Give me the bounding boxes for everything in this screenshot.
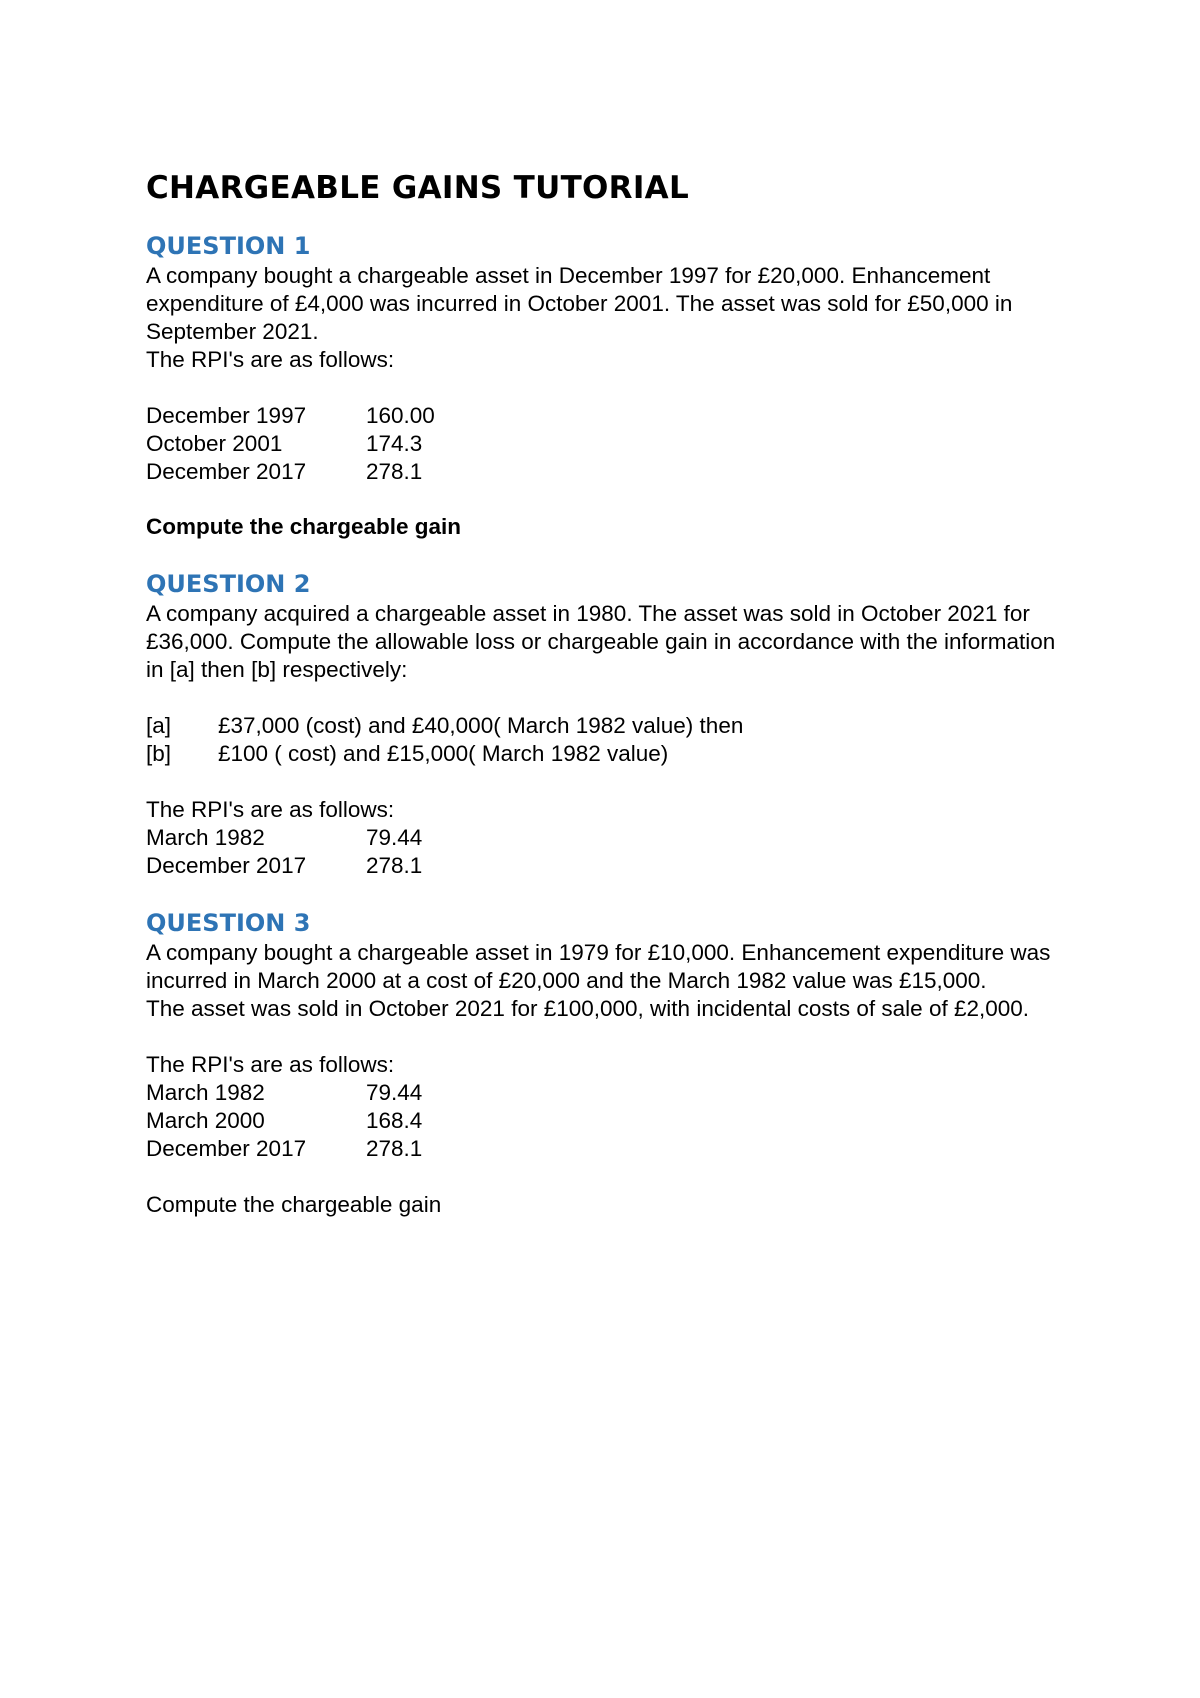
option-text: £100 ( cost) and £15,000( March 1982 value) [218,741,669,766]
rpi-row [146,824,1076,852]
rpi-row [146,1079,1076,1107]
rpi-period: December 1997 [146,403,307,428]
rpi-period: December 2017 [146,853,307,878]
document-page [146,166,1076,1219]
question-1-instruction: Compute the chargeable gain [146,514,462,539]
question-3-sale-text: The asset was sold in October 2021 for £100,000, with incidental costs of sale of £2,000. [146,996,1030,1021]
option-label: [b] [146,741,172,766]
question-2-text: A company acquired a chargeable asset in 1980. The asset was sold in October 2021 for £36,000. Compute the allowable loss or chargeable gain in accordance with the information in [a] then [b] respectively: [146,601,1056,682]
rpi-value: 160.00 [366,403,435,428]
rpi-period: December 2017 [146,459,307,484]
question-2 [146,568,1076,880]
question-3-text: A company bought a chargeable asset in 1979 for £10,000. Enhancement expenditure was incurred in March 2000 at a cost of £20,000 and the March 1982 value was £15,000. [146,940,1051,993]
rpi-row [146,458,1076,486]
rpi-period: October 2001 [146,431,283,456]
question-2-rpi-intro: The RPI's are as follows: [146,797,395,822]
rpi-value: 278.1 [366,459,423,484]
rpi-period: March 2000 [146,1108,265,1133]
page-title: CHARGEABLE GAINS TUTORIAL [146,170,690,206]
question-2-heading: QUESTION 2 [146,570,311,598]
question-3 [146,907,1076,1219]
question-1-heading: QUESTION 1 [146,232,311,260]
rpi-value: 79.44 [366,1080,423,1105]
option-row [146,740,1076,768]
rpi-value: 79.44 [366,825,423,850]
rpi-period: March 1982 [146,1080,265,1105]
rpi-row [146,430,1076,458]
rpi-row [146,852,1076,880]
question-3-instruction: Compute the chargeable gain [146,1192,442,1217]
rpi-period: December 2017 [146,1136,307,1161]
rpi-row [146,1135,1076,1163]
rpi-period: March 1982 [146,825,265,850]
rpi-value: 168.4 [366,1108,423,1133]
rpi-value: 278.1 [366,853,423,878]
question-3-rpi-intro: The RPI's are as follows: [146,1052,395,1077]
option-text: £37,000 (cost) and £40,000( March 1982 value) then [218,713,744,738]
question-1-text: A company bought a chargeable asset in December 1997 for £20,000. Enhancement expenditure of £4,000 was incurred in October 2001. The asset was sold for £50,000 in September 2021. [146,263,1013,344]
rpi-value: 278.1 [366,1136,423,1161]
option-row [146,712,1076,740]
question-3-heading: QUESTION 3 [146,909,311,937]
rpi-value: 174.3 [366,431,423,456]
rpi-row [146,1107,1076,1135]
question-1 [146,230,1076,541]
rpi-row [146,402,1076,430]
question-1-rpi-intro: The RPI's are as follows: [146,347,395,372]
option-label: [a] [146,713,172,738]
